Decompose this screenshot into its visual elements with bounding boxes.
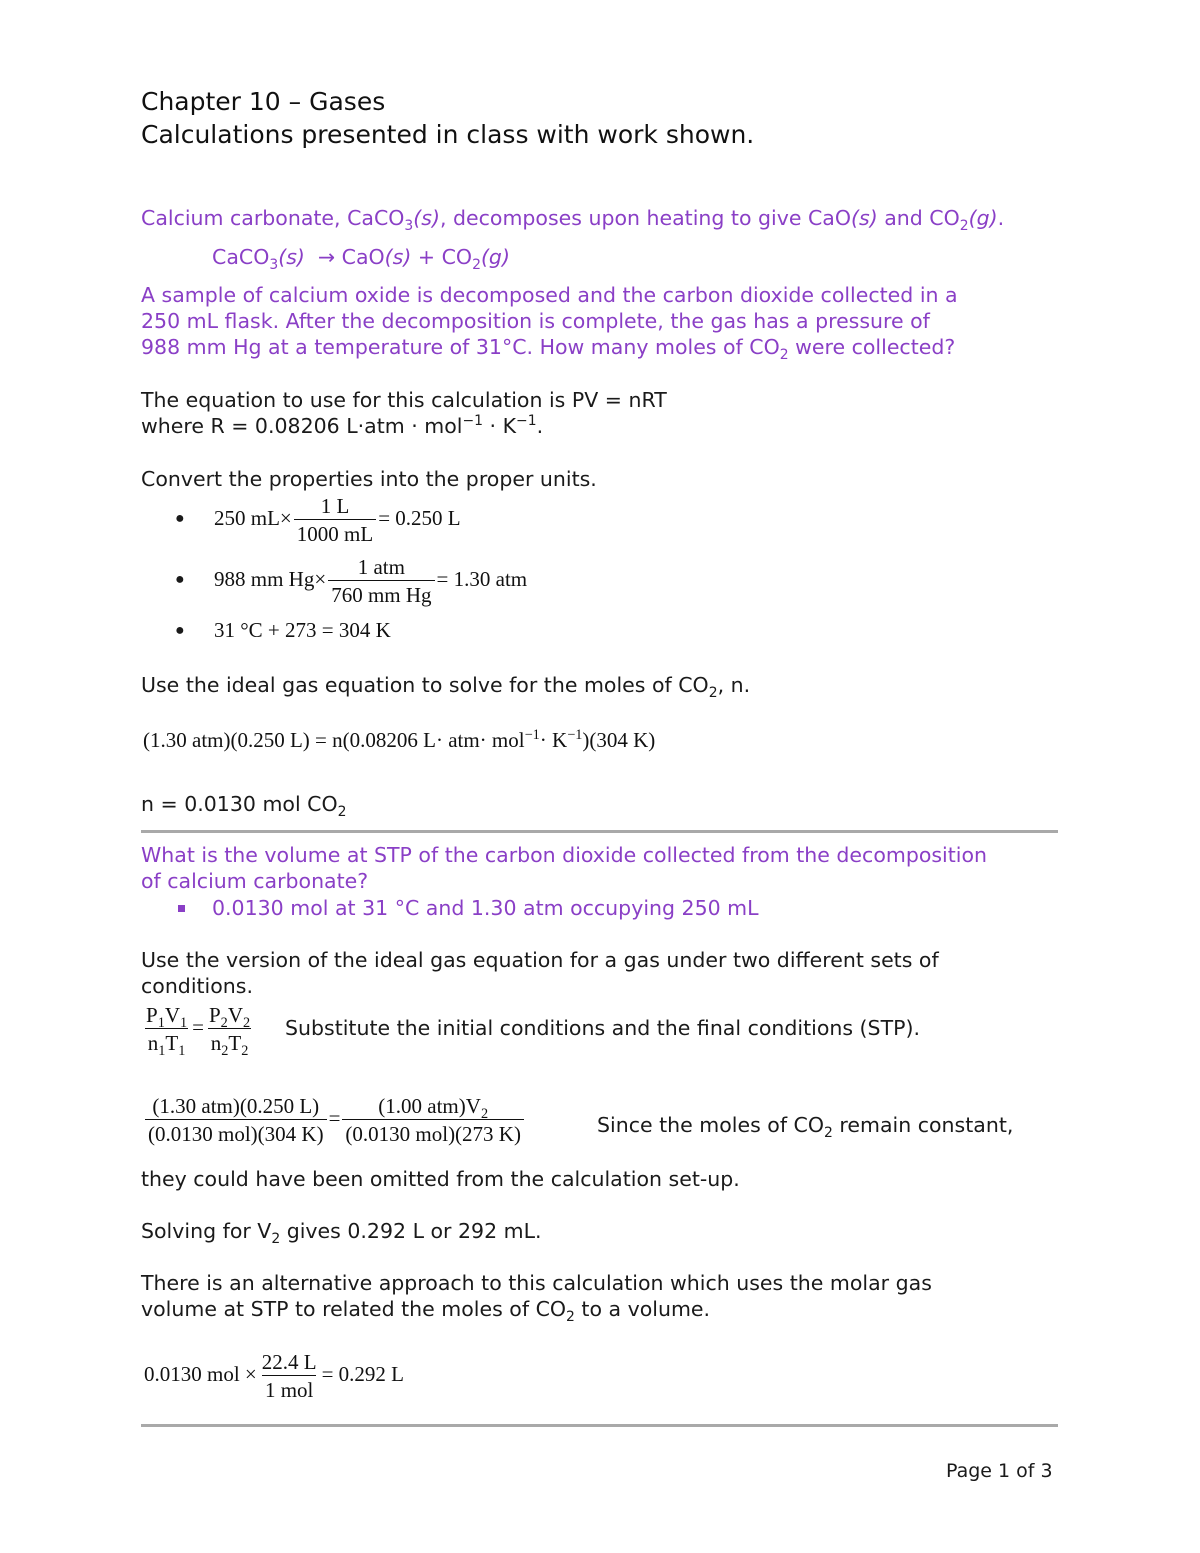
question2-line2: of calcium carbonate? [141,869,369,893]
denominator [145,1028,189,1060]
numerator [143,1003,190,1032]
subscript: 2 [242,1015,251,1032]
subscript: 2 [779,347,789,364]
numerator [206,1003,253,1032]
denominator: 1 mol [262,1375,316,1402]
text: were collected? [788,335,956,359]
subscript: 2 [480,1106,489,1123]
subscript: 2 [221,1043,229,1060]
question1-line3 [141,335,956,364]
fraction-left [145,1094,327,1146]
text: Calcium carbonate, CaCO [141,206,405,230]
text: . [997,206,1005,230]
conversion-volume [214,494,461,546]
text: · K [539,728,568,752]
superscript: −1 [524,727,540,743]
ideal-gas-substitution [143,728,655,753]
subscript: 2 [220,1015,228,1032]
reaction-equation [212,245,510,274]
subscript: 2 [708,685,718,702]
text: gives 0.292 L or 292 mL. [280,1219,542,1243]
state: (s) [384,245,412,269]
square-bullet-icon [178,905,185,912]
state: (s) [278,245,305,269]
text: )(304 K) [582,728,656,752]
since-line [597,1113,1014,1142]
text: . [536,414,544,438]
equals: = [192,1014,204,1039]
lhs: 250 mL× [214,505,292,530]
denominator: (0.0130 mol)(304 K) [145,1119,327,1146]
arrow-icon: → [317,245,336,269]
product: CO [441,245,473,269]
solve-line [141,1219,542,1248]
numerator: (1.30 atm)(0.250 L) [152,1094,320,1118]
substitute-line: Substitute the initial conditions and the final conditions (STP). [285,1016,920,1040]
convert-line: Convert the properties into the proper units. [141,467,597,491]
use-version-line2: conditions. [141,974,253,998]
numerator [375,1094,491,1123]
text: (1.00 atm)V [378,1094,481,1118]
equation-line: The equation to use for this calculation is PV = nRT [141,388,667,412]
rhs: = 0.250 L [378,505,461,530]
state: (s) [413,206,440,230]
text: 988 mm Hg at a temperature of 31°C. How many moles of CO [141,335,780,359]
subscript: 1 [158,1043,166,1060]
symbol: T [165,1031,179,1056]
text: and CO [877,206,960,230]
lhs: 0.0130 mol × [144,1361,257,1386]
molar-volume-calc [144,1350,404,1402]
text: , n. [717,673,751,697]
fraction [259,1350,320,1402]
state: (s) [851,206,878,230]
plus: + [417,245,436,269]
lhs: 988 mm Hg× [214,566,327,591]
numerator: 22.4 L [261,1350,317,1374]
symbol: P [146,1003,158,1027]
superscript: −1 [462,413,484,430]
subscript: 3 [269,257,279,274]
denominator: 760 mm Hg [328,580,434,607]
bullet-icon: ● [175,510,185,527]
subscript: 2 [241,1043,249,1060]
text: n = 0.0130 mol CO [141,792,338,816]
text: Use the ideal gas equation to solve for the moles of CO [141,673,709,697]
superscript: −1 [567,727,583,743]
combined-gas-law [141,1003,255,1060]
text: remain constant, [832,1113,1014,1137]
omit-line: they could have been omitted from the calculation set-up. [141,1167,740,1191]
text: Solving for V [141,1219,272,1243]
rhs: = 1.30 atm [436,566,528,591]
bullet-icon: ● [175,571,185,588]
page-number: Page 1 of 3 [946,1460,1053,1482]
symbol: n [147,1031,159,1056]
numerator: 1 atm [357,555,405,579]
denominator: 1000 mL [294,519,376,546]
subscript: 1 [178,1043,186,1060]
subscript: 1 [157,1015,165,1032]
use-ideal-gas-line [141,673,751,702]
section-divider [141,1424,1058,1427]
text: , decomposes upon heating to give CaO [439,206,852,230]
alternative-line2 [141,1297,711,1326]
question2-bullet: 0.0130 mol at 31 °C and 1.30 atm occupying 250 mL [212,896,759,920]
subscript: 2 [959,218,969,235]
r-constant-line [141,414,543,438]
state: (g) [480,245,510,269]
symbol: V [164,1003,180,1027]
fraction [328,555,434,607]
fraction [294,494,376,546]
symbol: P [208,1003,221,1027]
state: (g) [968,206,998,230]
text: (1.30 atm)(0.250 L) = n(0.08206 L· atm· mol [143,728,525,752]
question2-line1: What is the volume at STP of the carbon dioxide collected from the decomposition [141,843,988,867]
symbol: V [227,1003,243,1027]
superscript: −1 [516,413,537,430]
product: CaO [341,245,385,269]
bullet-icon: ● [175,622,185,639]
text: where R = 0.08206 L·atm · mol [141,414,463,438]
subscript: 1 [180,1015,188,1032]
subscript: 2 [472,257,481,274]
subscript: 2 [337,804,347,821]
equals: = [328,1105,341,1130]
fraction-right [342,1094,524,1146]
conversion-temperature: 31 °C + 273 = 304 K [214,618,391,642]
subscript: 3 [404,218,414,235]
text: · K [483,414,517,438]
subscript: 2 [824,1125,833,1142]
use-version-line1: Use the version of the ideal gas equation for a gas under two different sets of [141,948,939,972]
denominator [208,1028,252,1060]
substituted-equation [143,1094,526,1146]
subscript: 2 [566,1309,575,1326]
answer1 [141,792,347,821]
question1-line1: A sample of calcium oxide is decomposed and the carbon dioxide collected in a [141,283,958,307]
text: to a volume. [574,1297,711,1321]
rhs: = 0.292 L [321,1361,405,1386]
denominator: (0.0130 mol)(273 K) [342,1119,524,1146]
symbol: n [210,1031,222,1056]
numerator: 1 L [320,494,350,518]
page-subtitle: Calculations presented in class with work shown. [141,120,755,149]
fraction-right [206,1003,253,1060]
question1-line2: 250 mL flask. After the decomposition is complete, the gas has a pressure of [141,309,930,333]
reactant: CaCO [212,245,270,269]
text: Since the moles of CO [597,1113,825,1137]
conversion-pressure [214,555,527,607]
problem1-intro [141,206,1005,235]
subscript: 2 [271,1231,281,1248]
alternative-line1: There is an alternative approach to this calculation which uses the molar gas [141,1271,932,1295]
fraction-left [143,1003,190,1060]
page-title: Chapter 10 – Gases [141,87,386,116]
symbol: T [228,1031,242,1056]
text: volume at STP to related the moles of CO [141,1297,567,1321]
section-divider [141,830,1058,833]
